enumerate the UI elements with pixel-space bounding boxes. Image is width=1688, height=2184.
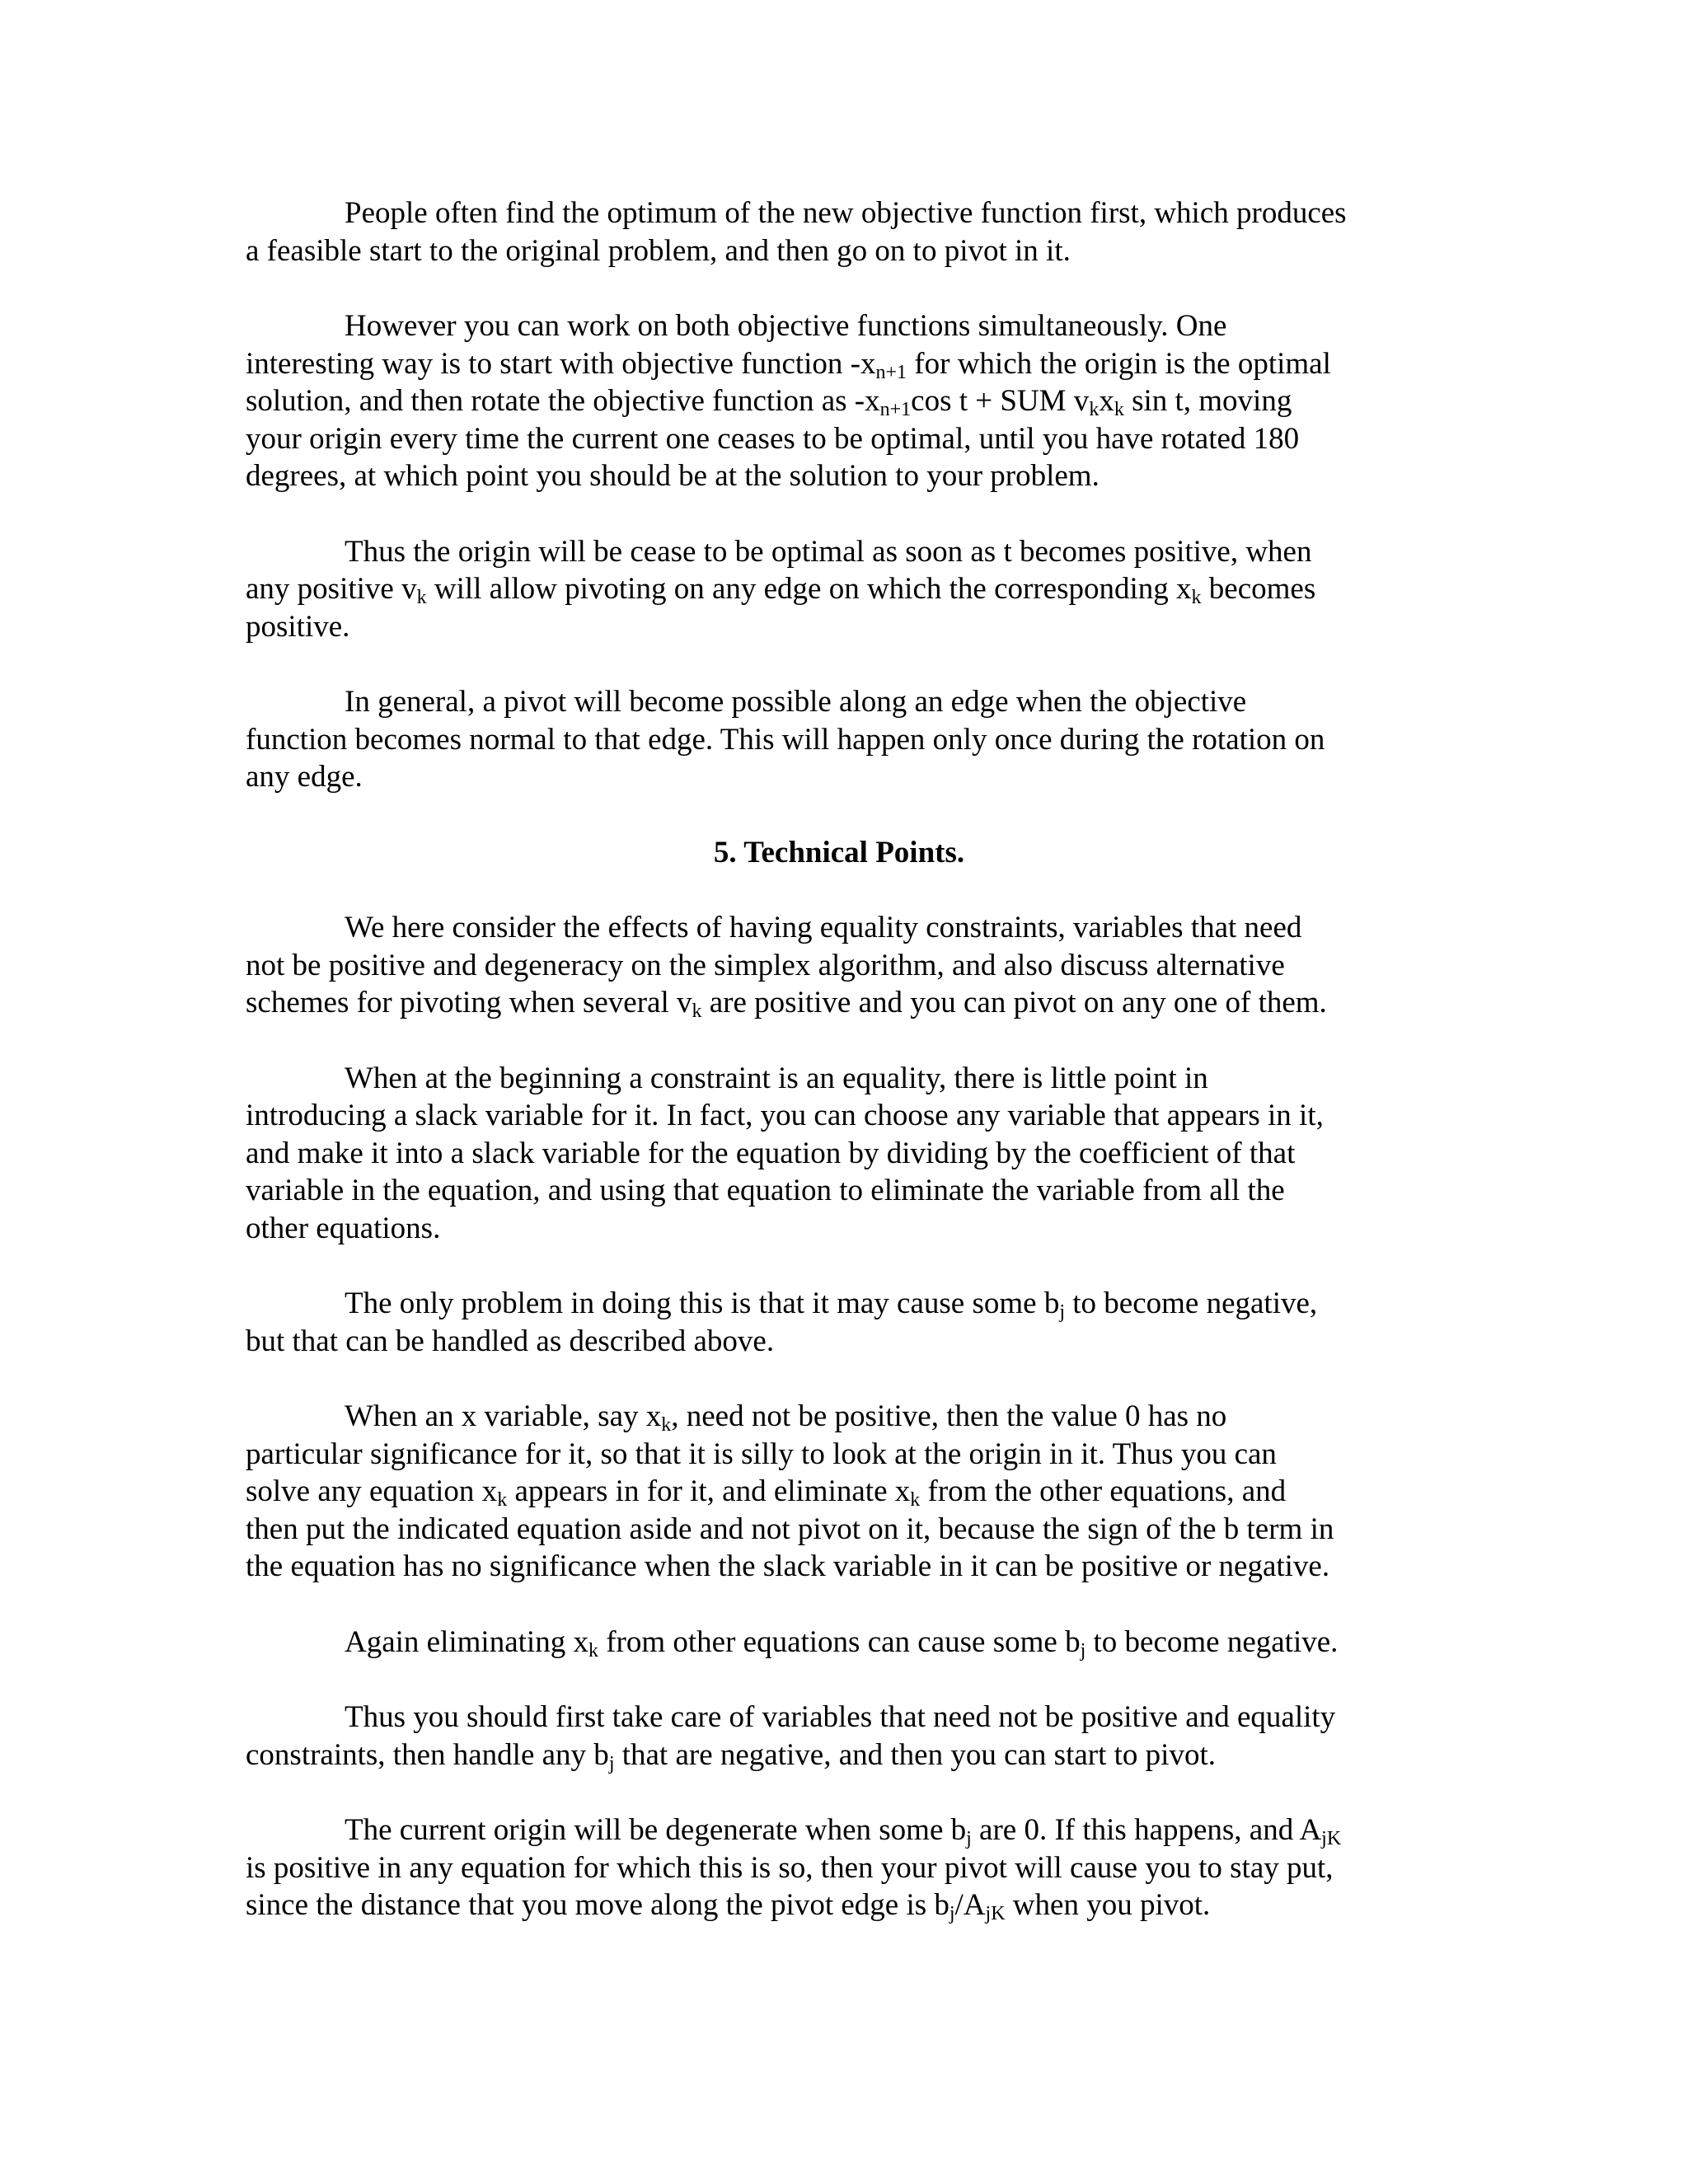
text-line: Thus you should first take care of variables that need not be positive and equality (345, 1700, 1336, 1734)
text-line: your origin every time the current one ceases to be optimal, until you have rotated 180 (246, 421, 1300, 456)
subscript: k (910, 1489, 921, 1511)
text-line: interesting way is to start with objective function $-x_{n+1}$ for which the origin is the optimal (246, 346, 1331, 383)
text-line: When an x variable, say $x_k$, need not be positive, then the value 0 has no (345, 1399, 1227, 1436)
text-line: degrees, at which point you should be at the solution to your problem. (246, 459, 1100, 493)
text-line: any edge. (246, 760, 363, 794)
text-line: In general, a pivot will become possible along an edge when the objective (345, 685, 1247, 719)
subscript: jK (985, 1903, 1006, 1924)
subscript: k (692, 1001, 702, 1022)
subscript: k (497, 1489, 508, 1511)
text-line: constraints, then handle any $b_j$ that are negative, and then you can start to pivot. (246, 1737, 1216, 1774)
text-line: variable in the equation, and using that equation to eliminate the variable from all the (246, 1174, 1285, 1207)
paragraph-p7 (246, 1285, 1432, 1360)
paragraph-p5 (246, 909, 1432, 1022)
text-line: any positive $v_k$ will allow pivoting on any edge on which the corresponding $x_k$ becomes (246, 572, 1316, 608)
text-line: particular significance for it, so that it is silly to look at the origin in it. Thus you can (246, 1436, 1277, 1471)
subscript: j (1059, 1301, 1065, 1323)
text-line: is positive in any equation for which this is so, then your pivot will cause you to stay put, (246, 1850, 1334, 1885)
text-line: the equation has no significance when the slack variable in it can be positive or negative. (246, 1549, 1330, 1583)
text-line: then put the indicated equation aside and not pivot on it, because the sign of the b term in (246, 1511, 1334, 1546)
text-line: Thus the origin will be cease to be optimal as soon as t becomes positive, when (345, 534, 1312, 569)
subscript: k (661, 1414, 672, 1436)
text-line: since the distance that you move along the pivot edge is $b_j/A_{jK}$ when you pivot. (246, 1888, 1211, 1924)
paragraph-p6 (246, 1060, 1432, 1248)
text-line: other equations. (246, 1211, 441, 1245)
text-line: and make it into a slack variable for the equation by dividing by the coefficient of that (246, 1136, 1296, 1170)
text-line: not be positive and degeneracy on the simplex algorithm, and also discuss alternative (246, 948, 1285, 982)
section-heading: 5. Technical Points. (713, 835, 965, 869)
paragraph-p2 (246, 307, 1432, 495)
text-line: function becomes normal to that edge. This will happen only once during the rotation on (246, 722, 1325, 757)
paragraph-p1 (246, 194, 1432, 269)
text-line: The only problem in doing this is that it may cause some $b_j$ to become negative, (345, 1286, 1318, 1323)
text-line: However you can work on both objective functions simultaneously. One (345, 309, 1227, 343)
subscript: j (608, 1752, 615, 1774)
text-line: schemes for pivoting when several $v_k$ are positive and you can pivot on any one of them. (246, 986, 1327, 1022)
subscript: k (588, 1639, 598, 1661)
subscript: k (416, 587, 427, 608)
text-line: a feasible start to the original problem, and then go on to pivot in it. (246, 233, 1071, 268)
text-line: The current origin will be degenerate when some $b_j$ are 0. If this happens, and $A_{jK}$ (345, 1813, 1342, 1849)
text-line: positive. (246, 609, 350, 644)
section-before-heading (246, 194, 1432, 796)
paragraph-p11 (246, 1811, 1432, 1924)
paragraph-p8 (246, 1398, 1432, 1586)
text-line: Again eliminating $x_k$ from other equations can cause some $b_j$ to become negative. (345, 1624, 1339, 1661)
section-technical-points (246, 909, 1432, 1924)
subscript: k (1114, 399, 1124, 420)
text-line: solve any equation $x_k$ appears in for it, and eliminate $x_k$ from the other equations, and (246, 1474, 1287, 1511)
subscript: j (1080, 1639, 1086, 1661)
paragraph-p9 (246, 1624, 1432, 1661)
subscript: k (1191, 587, 1202, 608)
subscript: j (949, 1903, 955, 1924)
text-line: When at the beginning a constraint is an equality, there is little point in (345, 1061, 1208, 1095)
text-line: introducing a slack variable for it. In fact, you can choose any variable that appears in it, (246, 1099, 1324, 1132)
document-page (246, 194, 1432, 1962)
paragraph-p3 (246, 533, 1432, 646)
paragraph-p4 (246, 683, 1432, 796)
subscript: j (966, 1828, 972, 1849)
subscript: n+1 (879, 399, 912, 420)
subscript: jK (1321, 1828, 1342, 1849)
text-line: We here consider the effects of having equality constraints, variables that need (345, 911, 1302, 944)
subscript: n+1 (875, 361, 907, 383)
text-line: People often find the optimum of the new objective function first, which produces (345, 196, 1347, 230)
text-line: solution, and then rotate the objective function as $-x_{n+1}\cos$ t + SUM $v_kx_k$ sin t, moving (246, 384, 1292, 420)
subscript: k (1089, 399, 1100, 420)
paragraph-p10 (246, 1699, 1432, 1774)
text-line: but that can be handled as described above. (246, 1324, 775, 1358)
